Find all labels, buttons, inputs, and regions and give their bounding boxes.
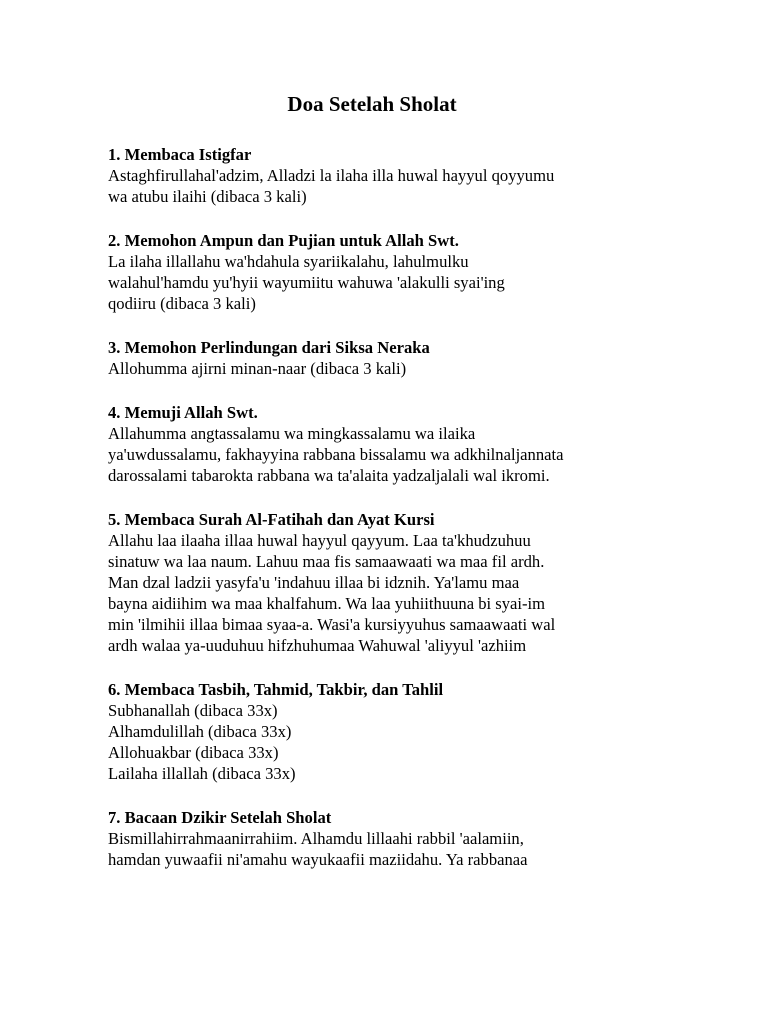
section-memuji-allah [108,402,668,486]
section-text-line: bayna aidiihim wa maa khalfahum. Wa laa yuhiithuuna bi syai-im [108,594,546,613]
section-text-line: qodiiru (dibaca 3 kali) [108,294,256,313]
section-perlindungan [108,337,668,379]
section-text-line: Allohuakbar (dibaca 33x) [108,743,279,762]
section-istigfar [108,144,668,207]
page-title: Doa Setelah Sholat [287,92,457,116]
section-text-line: Bismillahirrahmaanirrahiim. Alhamdu lillaahi rabbil 'aalamiin, [108,829,524,848]
section-heading: 2. Memohon Ampun dan Pujian untuk Allah Swt. [108,231,459,250]
section-dzikir [108,807,668,870]
section-tasbih [108,679,668,784]
section-memohon-ampun [108,230,668,314]
section-heading: 5. Membaca Surah Al-Fatihah dan Ayat Kursi [108,510,435,529]
section-heading: 4. Memuji Allah Swt. [108,403,258,422]
section-text-line: sinatuw wa laa naum. Lahuu maa fis samaawaati wa maa fil ardh. [108,552,545,571]
section-text-line: Subhanallah (dibaca 33x) [108,701,278,720]
section-text-line: walahul'hamdu yu'hyii wayumiitu wahuwa 'alakulli syai'ing [108,273,505,292]
section-fatihah-kursi [108,509,668,656]
section-heading: 6. Membaca Tasbih, Tahmid, Takbir, dan Tahlil [108,680,444,699]
section-heading: 1. Membaca Istigfar [108,145,252,164]
document-body [108,144,668,893]
section-heading: 3. Memohon Perlindungan dari Siksa Neraka [108,338,430,357]
section-text-line: ya'uwdussalamu, fakhayyina rabbana bissalamu wa adkhilnaljannata [108,445,564,464]
section-text-line: wa atubu ilaihi (dibaca 3 kali) [108,187,307,206]
section-text-line: Man dzal ladzii yasyfa'u 'indahuu illaa bi idznih. Ya'lamu maa [108,573,520,592]
section-text-line: Lailaha illallah (dibaca 33x) [108,764,296,783]
section-text-line: Allahu laa ilaaha illaa huwal hayyul qayyum. Laa ta'khudzuhuu [108,531,531,550]
section-text-line: La ilaha illallahu wa'hdahula syariikalahu, lahulmulku [108,252,469,271]
section-text-line: Allahumma angtassalamu wa mingkassalamu wa ilaika [108,424,476,443]
section-heading: 7. Bacaan Dzikir Setelah Sholat [108,808,332,827]
section-text-line: ardh walaa ya-uuduhuu hifzhuhumaa Wahuwal 'aliyyul 'azhiim [108,636,527,655]
section-text-line: Alhamdulillah (dibaca 33x) [108,722,292,741]
section-text-line: hamdan yuwaafii ni'amahu wayukaafii maziidahu. Ya rabbanaa [108,850,528,869]
section-text-line: darossalami tabarokta rabbana wa ta'alaita yadzaljalali wal ikromi. [108,466,550,485]
section-text-line: Astaghfirullahal'adzim, Alladzi la ilaha illa huwal hayyul qoyyumu [108,166,555,185]
section-text-line: Allohumma ajirni minan-naar (dibaca 3 kali) [108,359,407,378]
section-text-line: min 'ilmihii illaa bimaa syaa-a. Wasi'a kursiyyuhus samaawaati wal [108,615,556,634]
